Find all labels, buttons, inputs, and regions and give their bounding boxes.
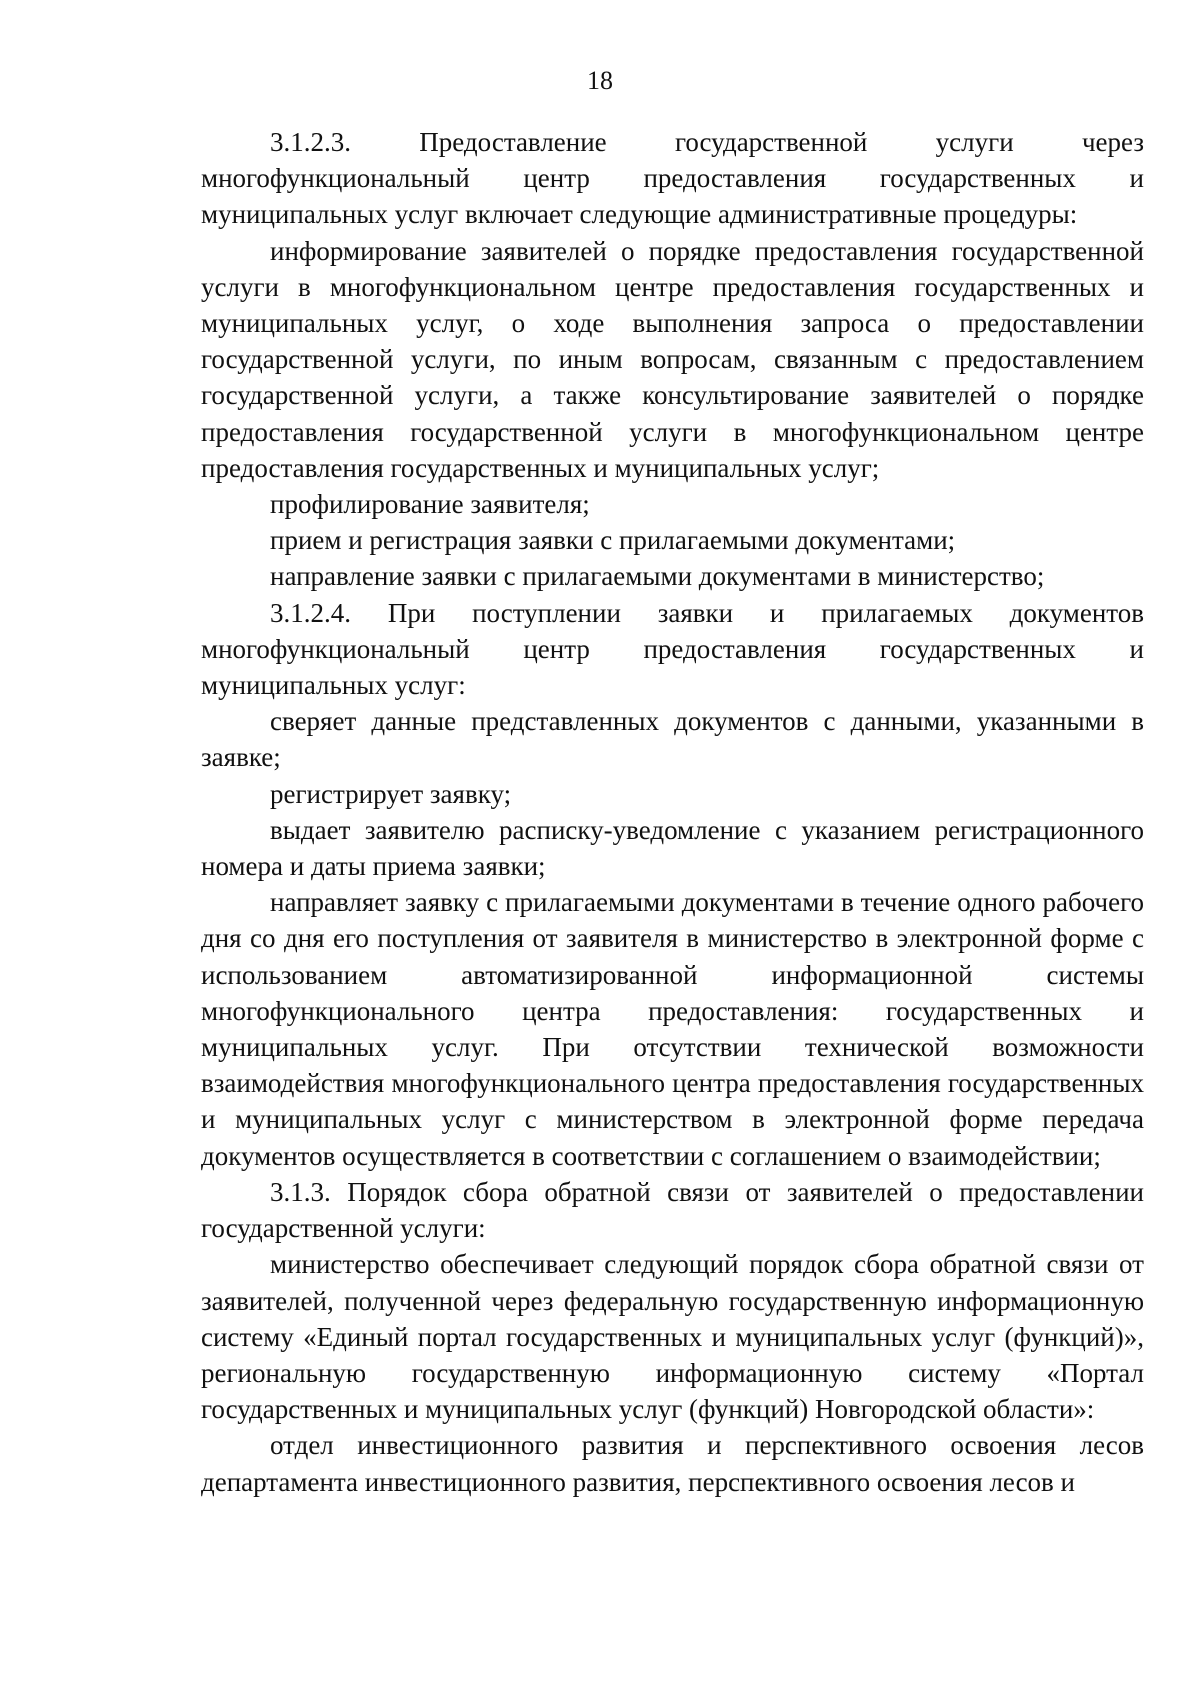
paragraph-3-1-2-3: 3.1.2.3. Предоставление государственной услуги через многофункциональный центр предоставления государственных и муниципальных услуг включает следующие административные процедуры:: [201, 127, 1144, 230]
paragraph-3-1-2-4: 3.1.2.4. При поступлении заявки и прилагаемых документов многофункциональный центр предоставления государственных и муниципальных услуг:: [201, 597, 1144, 701]
page-number: 18: [587, 66, 613, 95]
document-body: [201, 124, 1144, 1500]
paragraph-profiling: профилирование заявителя;: [270, 489, 590, 520]
paragraph-forwarding: направление заявки с прилагаемыми документами в министерство;: [270, 561, 1045, 592]
paragraph-3-1-3: 3.1.3. Порядок сбора обратной связи от заявителей о предоставлении государственной услуги:: [201, 1176, 1144, 1244]
paragraph-reception: прием и регистрация заявки с прилагаемыми документами;: [270, 525, 956, 556]
paragraph-feedback-procedure: министерство обеспечивает следующий порядок сбора обратной связи от заявителей, полученной через федеральную государственную информационную систему «Единый портал государственных и муниципальных услуг (функций)», региональную государственную информационную систему «Портал государственных и муниципальных услуг (функций) Новгородской области»:: [201, 1249, 1144, 1425]
paragraph-informing: информирование заявителей о порядке предоставления государственной услуги в многофункциональном центре предоставления государственных и муниципальных услуг, о ходе выполнения запроса о предоставлении государственной услуги, по иным вопросам, связанным с предоставлением государственной услуги, а также консультирование заявителей о порядке предоставления государственной услуги в многофункциональном центре предоставления государственных и муниципальных услуг;: [201, 235, 1144, 483]
paragraph-department: отдел инвестиционного развития и перспективного освоения лесов департамента инвестиционного развития, перспективного освоения лесов и: [201, 1430, 1144, 1497]
paragraph-verifies: сверяет данные представленных документов с данными, указанными в заявке;: [201, 706, 1144, 773]
paragraph-sends-application: направляет заявку с прилагаемыми документами в течение одного рабочего дня со дня его поступления от заявителя в министерство в электронной форме с использованием автоматизированной информационной системы многофункционального центра предоставления: государственных и муниципальных услуг. При отсутствии технической возможности взаимодействия многофункционального центра предоставления государственных и муниципальных услуг с министерством в электронной форме передача документов осуществляется в соответствии с соглашением о взаимодействии;: [201, 887, 1144, 1171]
paragraph-registers: регистрирует заявку;: [270, 778, 512, 809]
paragraph-issues-receipt: выдает заявителю расписку-уведомление с указанием регистрационного номера и даты приема заявки;: [201, 814, 1144, 882]
